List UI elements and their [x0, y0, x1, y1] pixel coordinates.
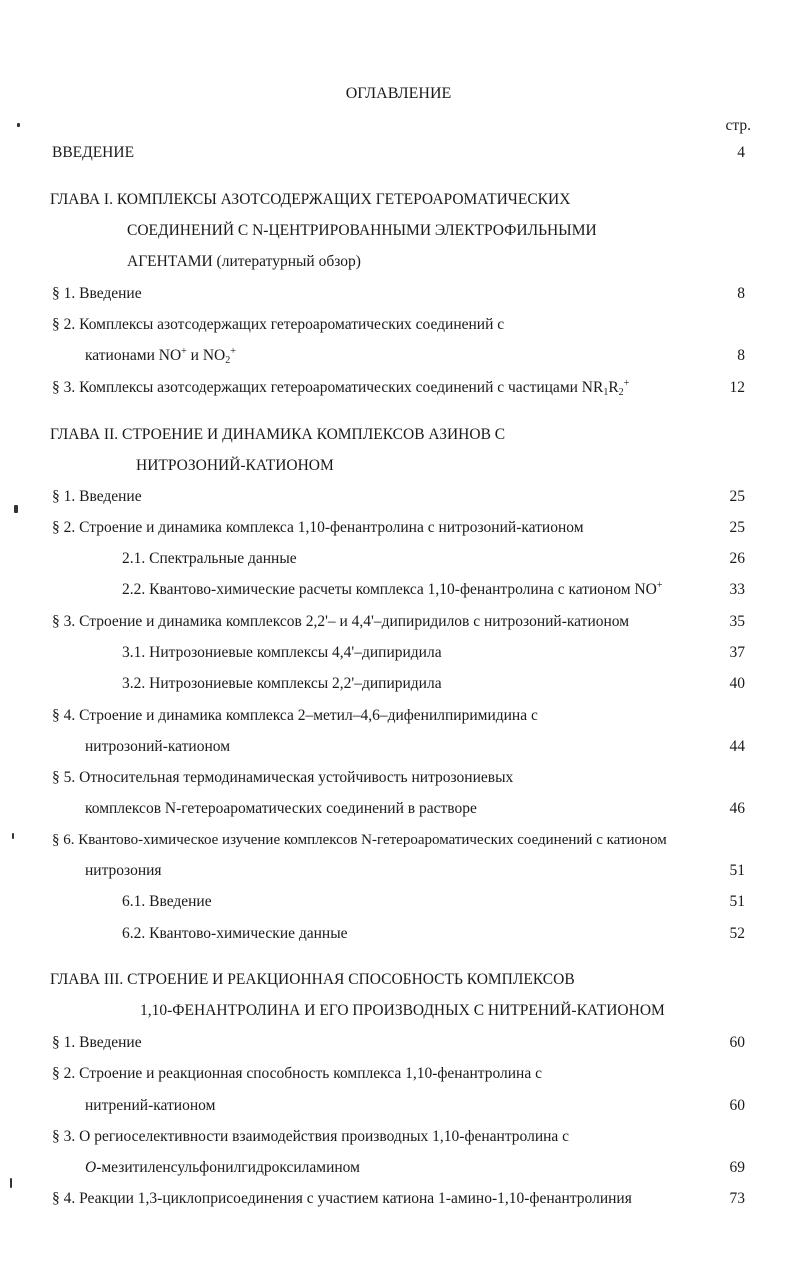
toc-page-number: 60	[729, 1034, 745, 1051]
toc-section: § 3. О региоселективности взаимодействия производных 1,10-фенантролина с	[52, 1128, 570, 1145]
toc-section: § 6. Квантово-химическое изучение комплексов N-гетероароматических соединений с катионом	[52, 832, 667, 848]
chapter3-heading: ГЛАВА III. СТРОЕНИЕ И РЕАКЦИОННАЯ СПОСОБНОСТЬ КОМПЛЕКСОВ	[50, 971, 575, 988]
page-column-header: стр.	[725, 117, 751, 134]
scan-speck	[10, 1178, 12, 1188]
chapter1-heading-cont: СОЕДИНЕНИЙ С N-ЦЕНТРИРОВАННЫМИ ЭЛЕКТРОФИЛЬНЫМИ	[127, 222, 597, 239]
toc-subsection: 2.2. Квантово-химические расчеты комплекса 1,10-фенантролина с катионом NO+	[122, 580, 663, 598]
toc-page-number: 69	[729, 1159, 745, 1176]
toc-subsection: 2.1. Спектральные данные	[122, 550, 297, 567]
toc-section: § 1. Введение	[52, 285, 142, 302]
toc-page-number: 37	[729, 644, 745, 661]
toc-subsection: 6.1. Введение	[122, 893, 212, 910]
toc-section: § 3. Строение и динамика комплексов 2,2'– и 4,4'–дипиридилов с нитрозоний-катионом	[52, 613, 630, 630]
chapter2-heading: ГЛАВА II. СТРОЕНИЕ И ДИНАМИКА КОМПЛЕКСОВ АЗИНОВ С	[50, 426, 506, 443]
toc-subsection: 6.2. Квантово-химические данные	[122, 925, 348, 942]
page-title: ОГЛАВЛЕНИЕ	[345, 85, 452, 102]
toc-section-cont: нитрений-катионом	[85, 1097, 216, 1114]
chapter2-heading-cont: НИТРОЗОНИЙ-КАТИОНОМ	[136, 457, 334, 474]
toc-page-number: 35	[729, 613, 745, 630]
toc-page-number: 51	[729, 893, 745, 910]
toc-intro: ВВЕДЕНИЕ	[52, 144, 135, 161]
toc-section-cont: катионами NO+ и $NO_2^+$	[85, 346, 236, 366]
toc-page-number: 12	[729, 379, 745, 396]
scan-speck	[14, 505, 18, 513]
chapter1-heading-cont: АГЕНТАМИ (литературный обзор)	[127, 253, 361, 270]
toc-page-number: 73	[729, 1190, 745, 1207]
toc-page-number: 25	[729, 519, 745, 536]
toc-section-cont: комплексов N-гетероароматических соединений в растворе	[85, 800, 477, 817]
toc-page-number: 8	[737, 285, 745, 302]
chapter1-heading: ГЛАВА I. КОМПЛЕКСЫ АЗОТСОДЕРЖАЩИХ ГЕТЕРОАРОМАТИЧЕСКИХ	[50, 191, 571, 208]
chapter3-heading-cont: 1,10-ФЕНАНТРОЛИНА И ЕГО ПРОИЗВОДНЫХ С НИТРЕНИЙ-КАТИОНОМ	[140, 1002, 665, 1019]
toc-section-cont: нитрозоний-катионом	[85, 738, 231, 755]
toc-subsection: 3.1. Нитрозониевые комплексы 4,4'–дипиридила	[122, 644, 442, 661]
toc-section-cont: O-мезитиленсульфонилгидроксиламином	[85, 1159, 360, 1176]
toc-section: § 5. Относительная термодинамическая устойчивость нитрозониевых	[52, 769, 514, 786]
toc-section: § 1. Введение	[52, 1034, 142, 1051]
toc-page-number: 51	[729, 862, 745, 879]
toc-intro-page: 4	[737, 144, 745, 161]
scan-speck	[12, 833, 14, 839]
toc-section: § 1. Введение	[52, 488, 142, 505]
toc-subsection: 3.2. Нитрозониевые комплексы 2,2'–дипиридила	[122, 675, 442, 692]
toc-page-number: 44	[729, 738, 745, 755]
toc-page-number: 40	[729, 675, 745, 692]
toc-page-number: 33	[729, 581, 745, 598]
toc-section: § 4. Строение и динамика комплекса 2–метил–4,6–дифенилпиримидина с	[52, 707, 538, 724]
toc-page-number: 46	[729, 800, 745, 817]
toc-section: § 3. Комплексы азотсодержащих гетероароматических соединений с частицами $NR_1R_2^+$	[52, 378, 630, 398]
toc-page-number: 52	[729, 925, 745, 942]
toc-section: § 2. Строение и реакционная способность комплекса 1,10-фенантролина с	[52, 1065, 542, 1082]
toc-page-number: 26	[729, 550, 745, 567]
toc-page-number: 60	[729, 1097, 745, 1114]
toc-section: § 4. Реакции 1,3-циклоприсоединения с участием катиона 1-амино-1,10-фенантролиния	[52, 1190, 632, 1207]
toc-page-number: 25	[729, 488, 745, 505]
toc-page-number: 8	[737, 347, 745, 364]
toc-section: § 2. Строение и динамика комплекса 1,10-фенантролина с нитрозоний-катионом	[52, 519, 584, 536]
toc-section: § 2. Комплексы азотсодержащих гетероароматических соединений с	[52, 316, 505, 333]
scan-speck	[17, 123, 20, 127]
toc-section-cont: нитрозония	[85, 862, 162, 879]
